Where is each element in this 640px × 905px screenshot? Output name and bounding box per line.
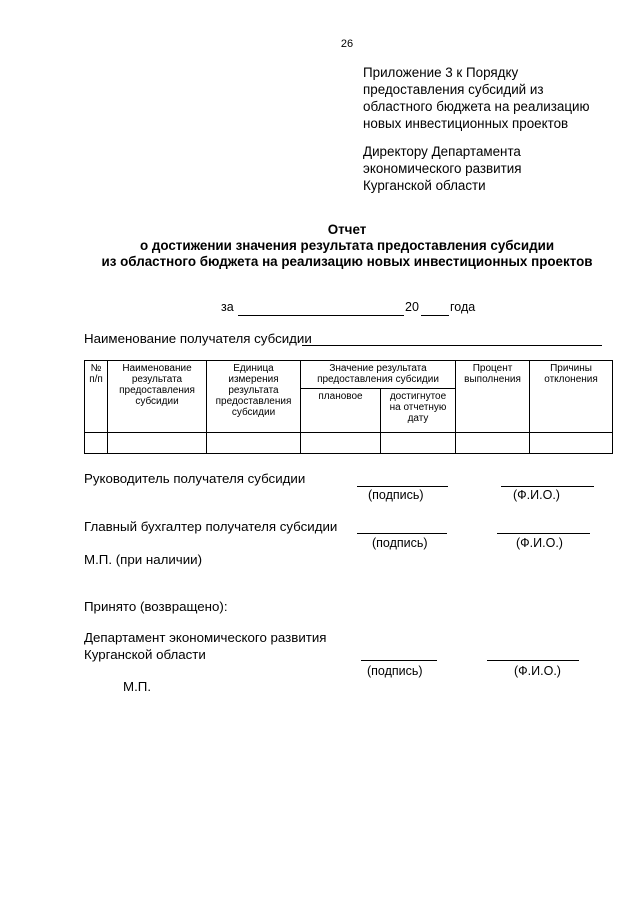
table-cell[interactable] (85, 433, 108, 454)
table-cell[interactable] (381, 433, 456, 454)
header-value: Значение результата предоставления субсидии (301, 361, 456, 389)
department-signature-field[interactable] (361, 660, 437, 661)
title-line: из областного бюджета на реализацию новых инвестиционных проектов (101, 254, 593, 269)
department-fio-field[interactable] (487, 660, 579, 661)
report-table (84, 360, 613, 454)
appendix-line: предоставления субсидий из (363, 82, 544, 97)
table-cell[interactable] (108, 433, 207, 454)
stamp-label: М.П. (при наличии) (84, 552, 202, 567)
period-year-field[interactable] (421, 315, 449, 316)
period-year-prefix: 20 (405, 300, 419, 314)
title-line: Отчет (327, 222, 367, 237)
table-cell[interactable] (530, 433, 613, 454)
head-signature-field[interactable] (357, 486, 448, 487)
title-line: о достижении значения результата предоставления субсидии (139, 238, 555, 253)
addressee (363, 143, 522, 194)
department-fio-caption: (Ф.И.О.) (514, 664, 561, 678)
header-reasons: Причины отклонения (530, 361, 613, 433)
head-label: Руководитель получателя субсидии (84, 471, 306, 486)
head-sign-caption: (подпись) (368, 488, 424, 502)
accepted-label: Принято (возвращено): (84, 599, 228, 614)
header-planned: плановое (301, 389, 381, 433)
head-fio-caption: (Ф.И.О.) (513, 488, 560, 502)
recipient-name-field[interactable] (302, 345, 602, 346)
stamp2-label: М.П. (123, 679, 152, 694)
header-percent: Процент выполнения (456, 361, 530, 433)
period-date-field[interactable] (238, 315, 404, 316)
addressee-line: Курганской области (363, 178, 486, 193)
header-unit: Единица измерения результата предоставления субсидии (207, 361, 301, 433)
appendix-note (363, 64, 590, 132)
recipient-label: Наименование получателя субсидии (84, 331, 312, 346)
header-num: № п/п (85, 361, 108, 433)
header-result-name: Наименование результата предоставления субсидии (108, 361, 207, 433)
period-year-word: года (450, 300, 476, 314)
accountant-sign-caption: (подпись) (372, 536, 428, 550)
table-cell[interactable] (456, 433, 530, 454)
accountant-fio-caption: (Ф.И.О.) (516, 536, 563, 550)
report-title (0, 222, 640, 270)
appendix-line: новых инвестиционных проектов (363, 116, 569, 131)
table-cell[interactable] (301, 433, 381, 454)
page-number: 26 (340, 38, 354, 50)
head-fio-field[interactable] (501, 486, 594, 487)
appendix-line: областного бюджета на реализацию (363, 99, 590, 114)
period-za: за (221, 300, 234, 314)
appendix-line: Приложение 3 к Порядку (363, 65, 519, 80)
addressee-line: экономического развития (363, 161, 522, 176)
accountant-fio-field[interactable] (497, 533, 590, 534)
accountant-label: Главный бухгалтер получателя субсидии (84, 519, 338, 534)
table-row (85, 433, 613, 454)
addressee-line: Директору Департамента (363, 144, 521, 159)
table-cell[interactable] (207, 433, 301, 454)
department-line: Департамент экономического развития (84, 630, 327, 645)
department-sign-caption: (подпись) (367, 664, 423, 678)
header-achieved: достигнутое на отчетную дату (381, 389, 456, 433)
department-line: Курганской области (84, 647, 206, 662)
accountant-signature-field[interactable] (357, 533, 447, 534)
